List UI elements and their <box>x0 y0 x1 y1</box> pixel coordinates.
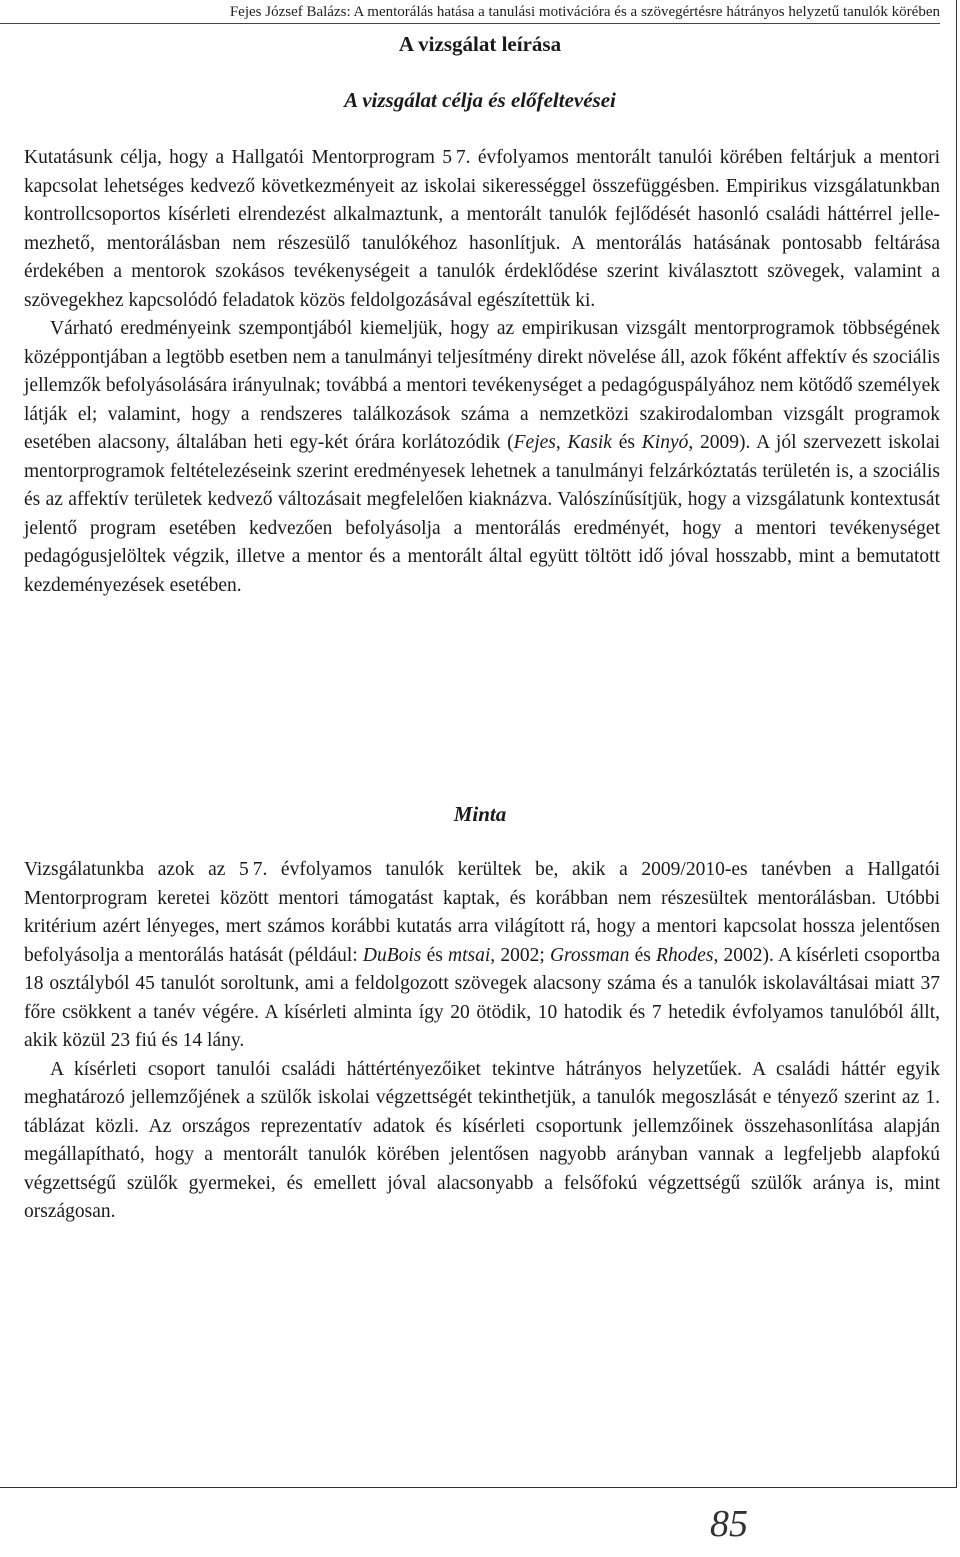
page-number: 85 <box>710 1503 748 1545</box>
section-title: A vizsgálat leírása <box>398 32 562 56</box>
paragraph-sample <box>24 856 940 1056</box>
paragraph-aim: Kutatásunk célja, hogy a Hallgatói Mentorprogram 5 7. évfolyamos mentorált tanulói körében feltárjuk a mentori kapcsolat lehetséges kedvező következményeit az iskolai sikerességgel összefüggésben. Empirikus vizsgálatunkban kontrollcsoportos kísérleti elrendezést alkalmaztunk, a mentorált tanulók fejlődését hasonló családi háttérrel jellemezhető, mentorálásban nem részesülő tanulókéhoz hasonlítjuk. A mentorálás hatásának pontosabb feltárása érdekében a mentorok szokásos tevékenységeit a tanulók érdeklődése szerint kiválasztott szövegek, valamint a szövegekhez kapcsolódó feladatok közös feldolgozásával egészítettük ki. <box>24 147 940 311</box>
citation-conjunction: és <box>629 944 657 966</box>
running-head: Fejes József Balázs: A mentorálás hatása a tanulási motivációra és a szövegértésre hátrányos helyzetű tanulók körében <box>0 3 940 24</box>
citation-author: Grossman <box>549 944 630 966</box>
citation-conjunction: és <box>611 432 642 453</box>
citation-author: DuBois <box>362 944 422 966</box>
citation-author: Kasik <box>567 432 612 453</box>
sample-block <box>24 856 940 1227</box>
intro-block <box>24 144 940 600</box>
citation-author: Fejes <box>513 432 556 453</box>
citation-author: mtsai <box>448 944 491 966</box>
citation-separator: , 2002; <box>490 944 550 966</box>
citation-author: Kinyó <box>641 432 689 453</box>
paragraph-expectations-text-a: Várható eredményeink szempontjából kiemeljük, hogy az empirikusan vizsgált mentorprogramok többségének középpontjában a legtöbb esetben nem a tanulmányi teljesítmény direkt növelése áll, azok főként affektív és szociális jellemzők befolyásolására irányulnak; továbbá a mentori tevékenységet a pedagóguspályához nem kötődő személyek látják el; valamint, hogy a rendszeres találkozások száma a nemzetközi szakirodalomban vizsgált programok esetében alacsony, általában heti egy-két órára korlátozódik ( <box>24 318 940 453</box>
paragraph-expectations-text-b: , 2009). A jól szervezett iskolai mentorprogramok feltételezéseink szerint eredményesek lehetnek a tanulmányi felzárkóztatás területén is, a szociális és az affektív területek kedvező változásait megfelelően kiaknázva. Valószínűsítjük, hogy a vizsgálatunk kontextusát jelentő program esetében kedvezően befolyásolja a mentorálás eredményét, hogy a mentori tevékenységet pedagógusjelöltek végzik, illetve a mentor és a mentorált által együtt töltött idő jóval hosszabb, mint a bemutatott kezdeményezések esetében. <box>24 432 941 596</box>
citation-author: Rhodes <box>656 944 714 966</box>
paragraph-expectations <box>24 315 940 600</box>
paragraph-sample-text-b: , 2002). A kísérleti csoportba 18 osztályból 45 tanulót soroltunk, ami a feldolgozott szövegek alacsony száma és a tanulók iskolaváltásai miatt 37 főre csökkent a tanév végére. A kísérleti alminta így 20 ötödik, 10 hatodik és 7 hetedik évfolyamos tanulóból állt, akik közül 23 fiú és 14 lány. <box>24 944 940 1051</box>
paragraph-sample-text-a: Vizsgálatunkba azok az 5 7. évfolyamos tanulók kerültek be, akik a 2009/2010-es tanévben a Hallgatói Mentorprogram keretei között mentori támogatást kaptak, és korábban nem részesültek mentorálásban. Utóbbi kritérium azért lényeges, mert számos korábbi kutatás arra világított rá, hogy a mentori kapcsolat hossza jelentősen befolyásolja a mentorálás hatását (például: <box>24 859 940 966</box>
citation-conjunction: és <box>421 944 449 966</box>
minta-heading: Minta <box>453 802 507 826</box>
paragraph-background: A kísérleti csoport tanulói családi háttértényezőiket tekintve hátrányos helyzetűek. A családi háttér egyik meghatározó jellemzőjének a szülők iskolai végzettségét tekinthetjük, a tanulók megoszlását e tényező szerint az 1. táblázat közli. Az országos reprezentatív adatok és kísérleti csoportunk jellemzőinek összehasonlítása alapján megállapítható, hogy a mentorált tanulók körében jelentősen nagyobb arányban vannak a legfeljebb alapfokú végzettségű szülők gyermekei, és emellett jóval alacsonyabb a felsőfokú végzettségű szülők aránya is, mint országosan. <box>24 1058 940 1222</box>
subsection-title: A vizsgálat célja és előfeltevései <box>344 88 616 112</box>
citation-separator: , <box>555 432 568 453</box>
